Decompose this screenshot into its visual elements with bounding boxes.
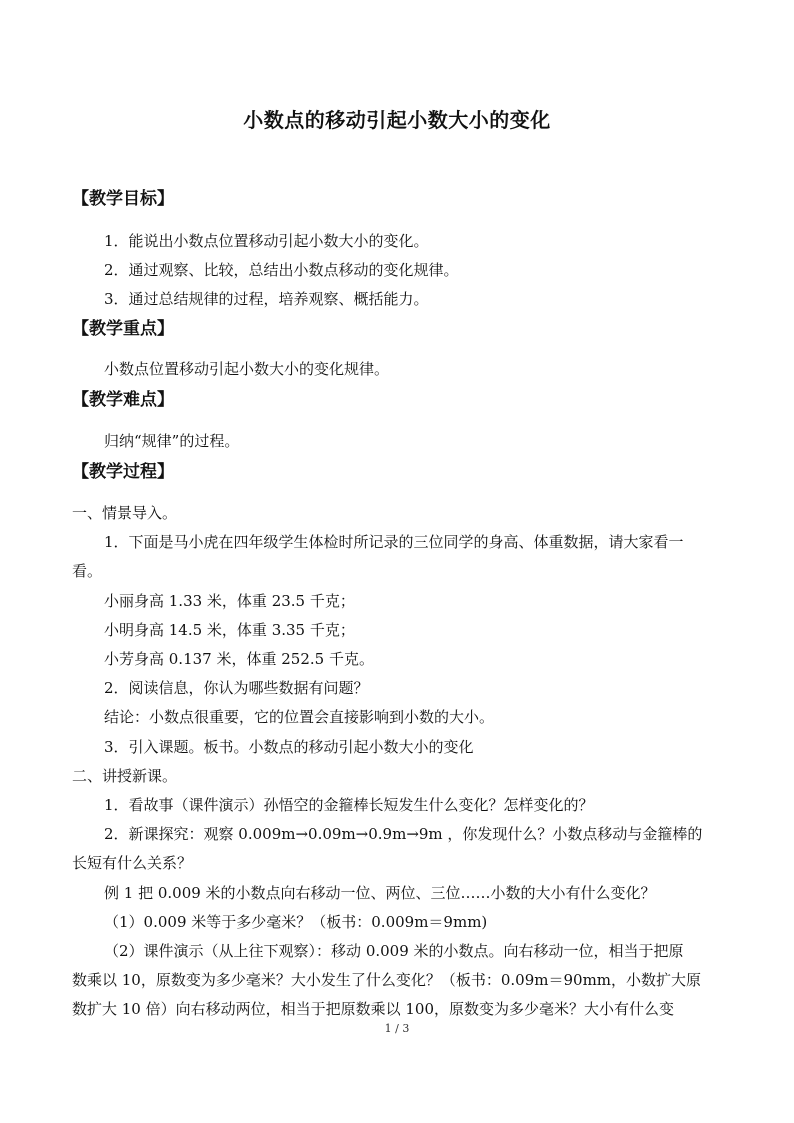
sub-item-2-line-1: （2）课件演示（从上往下观察）：移动 0.009 米的小数点。向右移动一位，相当于把原	[104, 942, 684, 960]
data-line-xiaofang: 小芳身高 0.137 米，体重 252.5 千克。	[104, 650, 374, 668]
heading-key-points: 【教学重点】	[72, 319, 174, 339]
heading-teaching-process: 【教学过程】	[72, 462, 174, 482]
sub-item-2-line-3: 数扩大 10 倍）向右移动两位，相当于把原数乘以 100，原数变为多少毫米？大小有什么变	[72, 1000, 675, 1018]
process-item-1-line-1: 1．下面是马小虎在四年级学生体检时所记录的三位同学的身高、体重数据，请大家看一	[104, 533, 684, 551]
goal-item-3: 3．通过总结规律的过程，培养观察、概括能力。	[104, 290, 429, 308]
goal-item-2: 2．通过观察、比较，总结出小数点移动的变化规律。	[104, 261, 459, 279]
data-line-xiaoli: 小丽身高 1.33 米，体重 23.5 千克；	[104, 592, 355, 610]
new-lesson-item-2-line-1: 2．新课探究：观察 0.009m→0.09m→0.9m→9m ，你发现什么？小数点移动与金箍棒的	[104, 825, 703, 843]
key-point-text: 小数点位置移动引起小数大小的变化规律。	[104, 360, 390, 378]
heading-difficulties: 【教学难点】	[72, 390, 174, 410]
new-lesson-item-2-line-2: 长短有什么关系？	[72, 854, 193, 872]
page-number: 1 / 3	[384, 1022, 410, 1035]
process-item-2: 2．阅读信息，你认为哪些数据有问题？	[104, 679, 369, 697]
process-item-1-line-2: 看。	[72, 562, 103, 580]
document-title: 小数点的移动引起小数大小的变化	[243, 108, 551, 132]
process-item-3: 3．引入课题。板书。小数点的移动引起小数大小的变化	[104, 738, 474, 756]
goal-item-1: 1．能说出小数点位置移动引起小数大小的变化。	[104, 232, 429, 250]
example-1: 例 1 把 0.009 米的小数点向右移动一位、两位、三位……小数的大小有什么变化？	[104, 884, 656, 902]
new-lesson-item-1: 1．看故事（课件演示）孙悟空的金箍棒长短发生什么变化？怎样变化的？	[104, 796, 594, 814]
data-line-xiaoming: 小明身高 14.5 米，体重 3.35 千克；	[104, 621, 355, 639]
section-1-title: 一、情景导入。	[72, 504, 178, 522]
heading-teaching-goals: 【教学目标】	[72, 189, 174, 209]
difficulty-text: 归纳“规律”的过程。	[104, 432, 240, 450]
sub-item-2-line-2: 数乘以 10，原数变为多少毫米？大小发生了什么变化？（板书：0.09m＝90mm，小数扩大原	[72, 971, 702, 989]
sub-item-1: （1）0.009 米等于多少毫米？（板书：0.009m＝9mm)	[104, 913, 488, 931]
section-2-title: 二、讲授新课。	[72, 767, 178, 785]
conclusion-text: 结论：小数点很重要，它的位置会直接影响到小数的大小。	[104, 708, 495, 726]
